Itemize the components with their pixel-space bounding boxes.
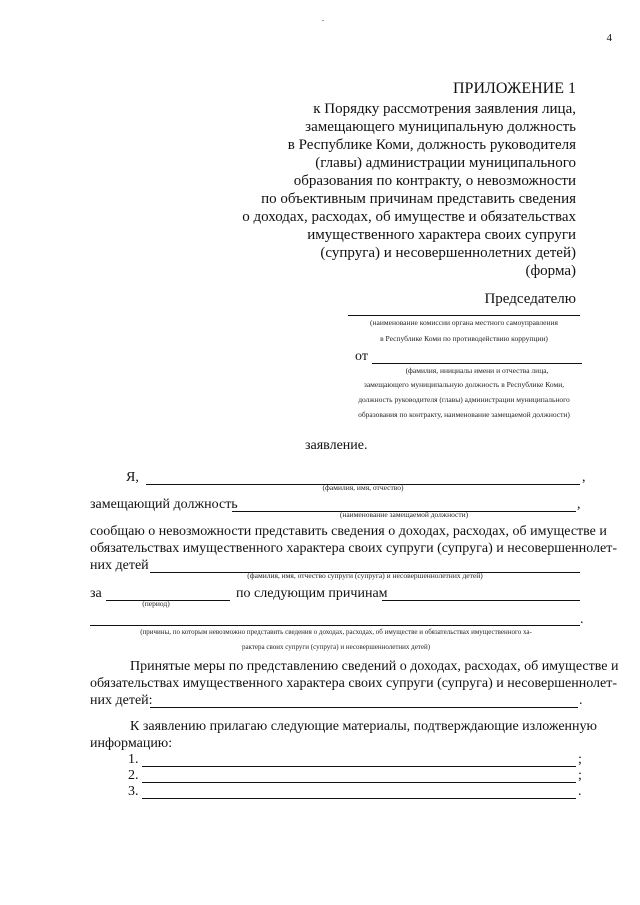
reasons-line-2[interactable] [90,625,580,626]
attachments-text: информацию: [90,736,173,751]
appendix-title: ПРИЛОЖЕНИЕ 1 [452,80,576,97]
item-number: 1. [128,752,139,767]
semicolon: ; [578,752,582,767]
header-line: (супруга) и несовершеннолетних детей) [320,245,576,261]
position-label: замещающий должность [90,497,238,512]
attachment-line-3[interactable] [142,798,576,799]
period: . [578,784,582,799]
from-caption: должность руководителя (главы) администрации муниципального [358,395,570,404]
measures-text: обязательствах имущественного характера своих супруги (супруга) и несовершеннолет- [90,676,618,691]
children-caption: (фамилия, имя, отчество супруги (супруга) и несовершеннолетних детей) [247,571,483,580]
report-text: сообщаю о невозможности представить сведения о доходах, расходах, об имуществе и [90,524,607,539]
header-line: к Порядку рассмотрения заявления лица, [313,101,576,117]
report-text: них детей [90,558,149,573]
from-caption: (фамилия, инициалы имени и отчества лица, [405,366,549,375]
for-label: за [90,586,102,601]
full-name-caption: (фамилия, имя, отчество) [322,483,404,492]
header-line: образования по контракту, о невозможности [293,173,576,189]
from-line[interactable] [372,363,582,364]
period-caption: (период) [142,599,170,608]
position-caption: (наименование замещаемой должности) [339,510,469,519]
attachment-line-1[interactable] [142,766,576,767]
header-line: замещающего муниципальную должность [305,119,576,135]
header-line: (главы) администрации муниципального [315,155,576,171]
document-title: заявление. [305,438,368,453]
header-line: имущественного характера своих супруги [307,227,576,243]
measures-text: Принятые меры по представлению сведений о доходах, расходах, об имуществе и [130,659,619,674]
from-caption: образования по контракту, наименование замещаемой должности) [358,410,570,419]
header-line: о доходах, расходах, об имуществе и обязательствах [242,209,576,225]
item-number: 2. [128,768,139,783]
item-number: 3. [128,784,139,799]
from-caption: замещающего муниципальную должность в Республике Коми, [363,380,565,389]
comma: , [577,497,581,512]
attachment-line-2[interactable] [142,782,576,783]
attachments-text: К заявлению прилагаю следующие материалы, подтверждающие изложенную [130,719,597,734]
comma: , [582,470,586,485]
addressee-to: Председателю [484,291,576,307]
reasons-line[interactable] [382,600,580,601]
scan-speck [322,20,324,21]
header-line: по объективным причинам представить сведения [261,191,576,207]
header-line: в Республике Коми, должность руководителя [287,137,576,153]
semicolon: ; [578,768,582,783]
form-label: (форма) [525,263,576,279]
period: . [580,612,584,627]
i-label: Я, [126,470,139,485]
commission-caption: (наименование комиссии органа местного самоуправления [370,318,558,327]
reasons-caption: (причины, по которым невозможно представить сведения о доходах, расходах, об имуществе и обязательствах имущественного ха- [140,628,532,636]
from-label: от [355,349,368,364]
report-text: обязательствах имущественного характера своих супруги (супруга) и несовершеннолет- [90,541,618,556]
measures-line[interactable] [150,707,578,708]
reasons-label: по следующим причинам [236,586,388,601]
period: . [579,693,583,708]
commission-caption: в Республике Коми по противодействию коррупции) [380,334,548,343]
measures-text: них детей: [90,693,153,708]
page-number: 4 [606,32,612,44]
reasons-caption: рактера своих супруги (супруга) и несовершеннолетних детей) [241,643,431,651]
commission-line[interactable] [348,315,580,316]
